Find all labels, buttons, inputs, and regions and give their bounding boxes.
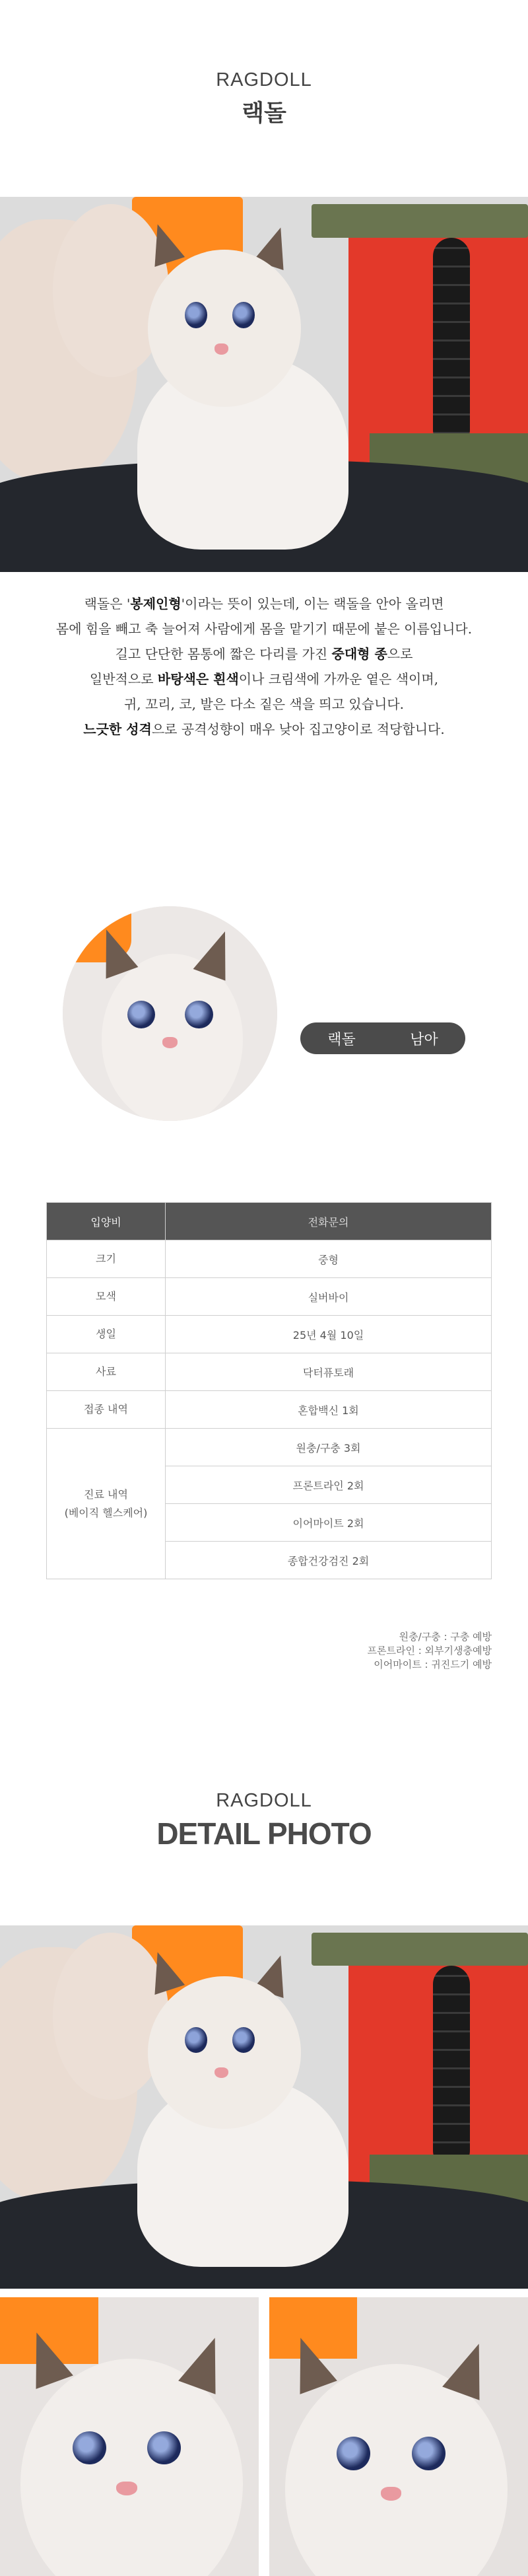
sex-label: 남아: [410, 1031, 438, 1048]
desc-line: 느긋한 성격으로 공격성향이 매우 낮아 집고양이로 적당합니다.: [83, 721, 445, 737]
row-label: 크기: [47, 1240, 166, 1278]
row-value: 실버바이: [166, 1278, 492, 1316]
breed-label: 랙돌: [327, 1031, 356, 1048]
table-row: [47, 1429, 492, 1466]
detail-photo-large: [0, 1925, 528, 2289]
detail-eyebrow: RAGDOLL: [216, 1790, 312, 1811]
table-row: [47, 1353, 492, 1391]
footnote: 원충/구충 : 구충 예방: [399, 1631, 492, 1643]
detail-title: DETAIL PHOTO: [156, 1816, 372, 1851]
desc-line: 귀, 꼬리, 코, 발은 다소 짙은 색을 띄고 있습니다.: [123, 696, 405, 712]
row-value: 중형: [166, 1240, 492, 1278]
detail-photo-left: [0, 2297, 259, 2576]
hero-photo: [0, 197, 528, 572]
table-row: [47, 1240, 492, 1278]
footnote: 이어마이트 : 귀진드기 예방: [374, 1659, 492, 1670]
row-label: 모색: [47, 1278, 166, 1316]
header-eyebrow: RAGDOLL: [216, 69, 312, 90]
desc-line: 몸에 힘을 빼고 축 늘어져 사람에게 몸을 맡기기 때문에 붙은 이름입니다.: [55, 621, 473, 637]
row-label: 접종 내역: [47, 1391, 166, 1429]
treatment-item: 프론트라인 2회: [166, 1466, 492, 1504]
desc-line: 일반적으로 바탕색은 흰색이나 크림색에 가까운 옅은 색이며,: [89, 671, 439, 687]
desc-line: 길고 단단한 몸통에 짧은 다리를 가진 중대형 종으로: [115, 646, 413, 662]
desc-line: 랙돌은 '봉제인형'이라는 뜻이 있는데, 이는 랙돌을 안아 올리면: [84, 596, 444, 612]
row-label: 생일: [47, 1316, 166, 1353]
table-row: [47, 1391, 492, 1429]
header: [0, 69, 528, 128]
detail-heading: [0, 1790, 528, 1851]
treatment-item: 종합건강검진 2회: [166, 1542, 492, 1579]
footnote: 프론트라인 : 외부기생충예방: [367, 1645, 492, 1657]
breed-description: [0, 591, 528, 742]
page-title: 랙돌: [242, 100, 286, 127]
row-label: 사료: [47, 1353, 166, 1391]
table-header-row: [47, 1203, 492, 1240]
treatment-label: 진료 내역 (베이직 헬스케어): [47, 1429, 166, 1579]
breed-sex-pill: [300, 1022, 465, 1054]
treatment-item: 원충/구충 3회: [166, 1429, 492, 1466]
kitten-avatar: [63, 906, 277, 1121]
price-label: 입양비: [47, 1203, 166, 1240]
footnotes: [368, 1630, 492, 1672]
treatment-item: 이어마이트 2회: [166, 1504, 492, 1542]
price-value: 전화문의: [166, 1203, 492, 1240]
table-row: [47, 1278, 492, 1316]
info-table: [46, 1202, 492, 1579]
row-value: 25년 4월 10일: [166, 1316, 492, 1353]
row-value: 닥터퓨토래: [166, 1353, 492, 1391]
detail-photo-right: [269, 2297, 528, 2576]
table-row: [47, 1316, 492, 1353]
row-value: 혼합백신 1회: [166, 1391, 492, 1429]
